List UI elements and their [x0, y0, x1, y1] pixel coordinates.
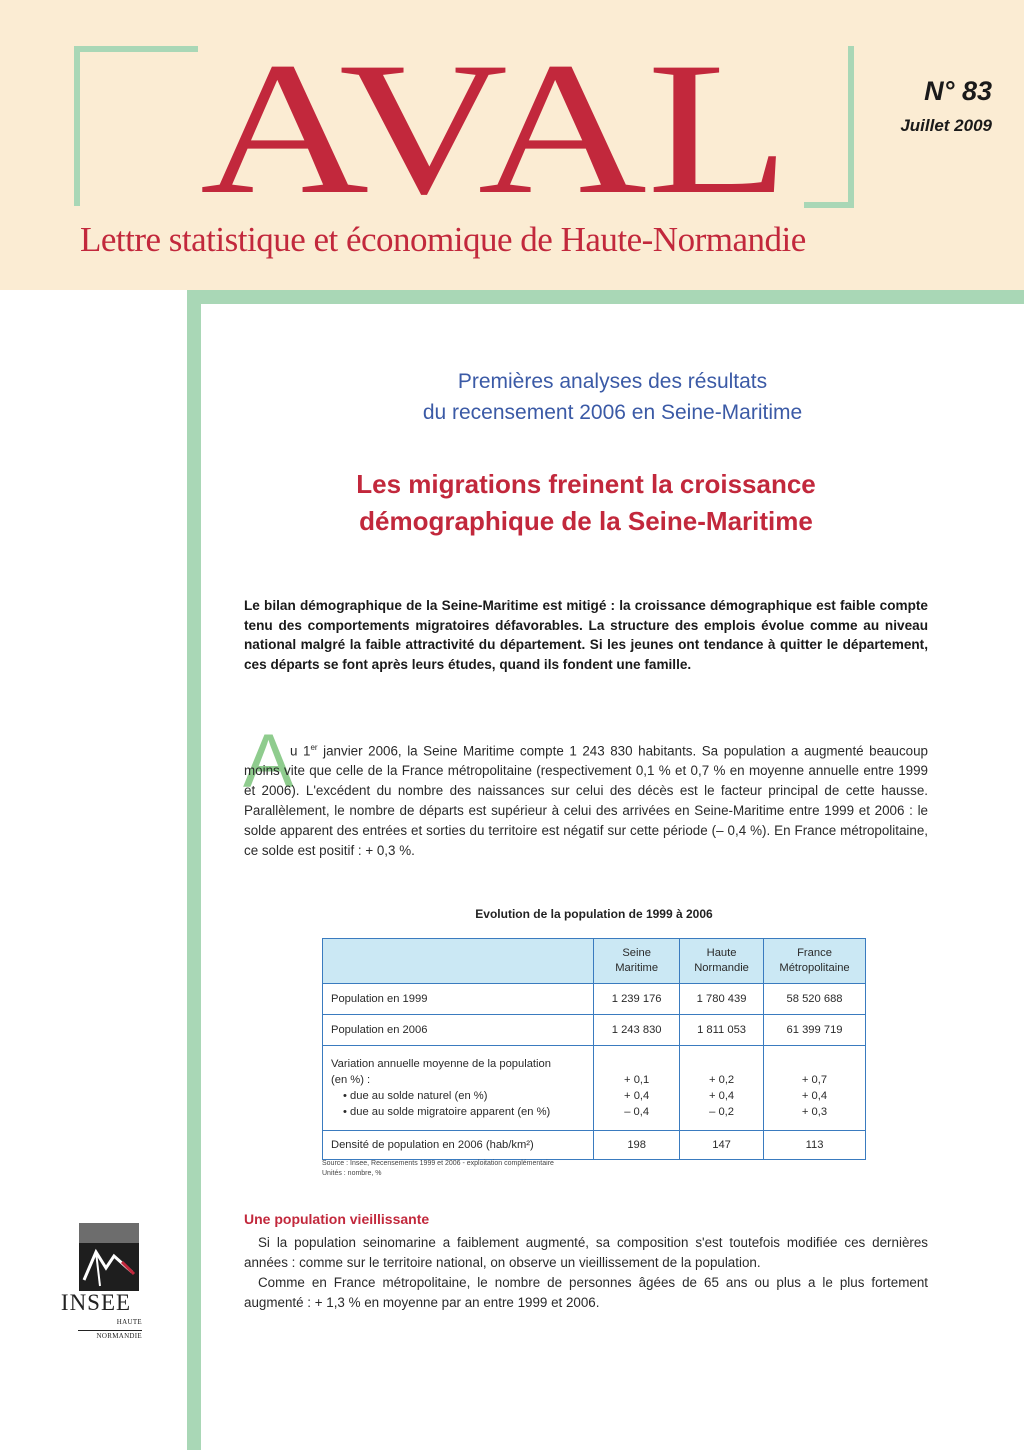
- cell-value: + 0,2: [708, 1074, 735, 1086]
- cell-value: + 0,1: [624, 1074, 650, 1086]
- cell-value: + 0,4: [624, 1090, 650, 1102]
- table-cell: 113: [764, 1131, 866, 1160]
- kicker-line-2: du recensement 2006 en Seine-Maritime: [422, 401, 803, 424]
- row-label-line: (en %) :: [331, 1074, 371, 1086]
- table-cell: [680, 1046, 764, 1131]
- table-cell: 1 243 830: [594, 1015, 680, 1046]
- aval-logo: [190, 14, 800, 214]
- body-superscript: er: [310, 743, 318, 752]
- table-cell: 198: [594, 1131, 680, 1160]
- row-label-line: Variation annuelle moyenne de la population: [331, 1058, 551, 1070]
- table-cell: [594, 1046, 680, 1131]
- masthead: [0, 0, 1024, 290]
- section-paragraph: Si la population seinomarine a faiblement augmenté, sa composition s'est toutefois modifiée ces dernières années : comme sur le territoire national, on observe un vieillissement de la population.: [244, 1235, 928, 1270]
- section-body: [244, 1233, 928, 1313]
- table-row: [323, 1015, 866, 1046]
- row-label: Population en 2006: [323, 1015, 594, 1046]
- table-header-cell: France Métropolitaine: [764, 939, 866, 984]
- issue-number: N° 83: [924, 76, 992, 106]
- insee-logo-icon: [78, 1222, 140, 1292]
- table-header-cell: Seine Maritime: [594, 939, 680, 984]
- body-paragraph: [244, 738, 928, 861]
- source-line: Source : Insee, Recensements 1999 et 2006 - exploitation complémentaire: [322, 1160, 554, 1167]
- cell-value: – 0,2: [709, 1106, 734, 1118]
- frame-border-top: [187, 290, 1024, 304]
- insee-region-line-2: NORMANDIE: [78, 1330, 142, 1340]
- body-lead-in: u 1: [290, 743, 311, 759]
- units-line: Unités : nombre, %: [322, 1170, 382, 1177]
- table-row: [323, 1046, 866, 1131]
- table-source: [322, 1159, 554, 1179]
- row-label: [323, 1046, 594, 1131]
- table-title: Evolution de la population de 1999 à 2006: [475, 907, 713, 921]
- table-row: [323, 1131, 866, 1160]
- aval-logo-text: AVAL: [200, 24, 790, 214]
- cell-value: + 0,4: [708, 1090, 735, 1102]
- table-header-row: [323, 939, 866, 984]
- cell-value: + 0,4: [801, 1090, 828, 1102]
- table-row: [323, 984, 866, 1015]
- table-cell: 61 399 719: [764, 1015, 866, 1046]
- masthead-bracket-left: [74, 46, 198, 206]
- main-title-line-1: Les migrations freinent la croissance: [356, 469, 816, 499]
- table-cell: 1 811 053: [680, 1015, 764, 1046]
- frame-border-left: [187, 290, 201, 1450]
- table-cell: 147: [680, 1131, 764, 1160]
- population-table: [322, 938, 866, 1160]
- table-header-cell: [323, 939, 594, 984]
- table-header-cell: Haute Normandie: [680, 939, 764, 984]
- row-label: Population en 1999: [323, 984, 594, 1015]
- row-label-line: • due au solde naturel (en %): [343, 1090, 488, 1102]
- insee-region-line-1: HAUTE: [116, 1318, 142, 1326]
- masthead-bracket-right: [804, 46, 854, 208]
- row-label: Densité de population en 2006 (hab/km²): [323, 1131, 594, 1160]
- insee-wordmark: INSEE: [60, 1290, 132, 1315]
- table-cell: [764, 1046, 866, 1131]
- main-title-line-2: démographique de la Seine-Maritime: [359, 506, 813, 536]
- drop-cap: A: [243, 719, 294, 804]
- cell-value: – 0,4: [624, 1106, 650, 1118]
- section-paragraph: Comme en France métropolitaine, le nombre de personnes âgées de 65 ans ou plus a le plus fortement augmenté : + 1,3 % en moyenne par an entre 1999 et 2006.: [244, 1275, 928, 1310]
- row-label-line: • due au solde migratoire apparent (en %): [343, 1106, 551, 1118]
- table-cell: 1 780 439: [680, 984, 764, 1015]
- body-text: janvier 2006, la Seine Maritime compte 1 243 830 habitants. Sa population a augmenté beaucoup moins vite que celle de la France métropolitaine (respectivement 0,1 % et 0,7 % en moyenne annuelle entre 1999 et 2006). L'excédent du nombre des naissances sur celui des décès est le facteur principal de cette hausse. Parallèlement, le nombre de départs est supérieur à celui des arrivées en Seine-Maritime entre 1999 et 2006 : le solde apparent des entrées et sorties du territoire est négatif sur cette période (– 0,4 %). En France métropolitaine, ce solde est positif : + 0,3 %.: [244, 743, 928, 859]
- publication-subtitle: Lettre statistique et économique de Haute-Normandie: [80, 220, 806, 259]
- table-cell: 1 239 176: [594, 984, 680, 1015]
- cell-value: + 0,7: [801, 1074, 828, 1086]
- lead-paragraph: Le bilan démographique de la Seine-Maritime est mitigé : la croissance démographique est faible compte tenu des comportements migratoires défavorables. La structure des emplois évolue comme au niveau national malgré la faible attractivité du département. Si les jeunes ont tendance à quitter le département, ces départs se font après leurs études, quand ils fondent une famille.: [244, 598, 928, 672]
- kicker-line-1: Premières analyses des résultats: [457, 370, 768, 393]
- section-title: Une population vieillissante: [244, 1211, 430, 1227]
- issue-date: Juillet 2009: [900, 116, 992, 135]
- cell-value: + 0,3: [801, 1106, 828, 1118]
- table-cell: 58 520 688: [764, 984, 866, 1015]
